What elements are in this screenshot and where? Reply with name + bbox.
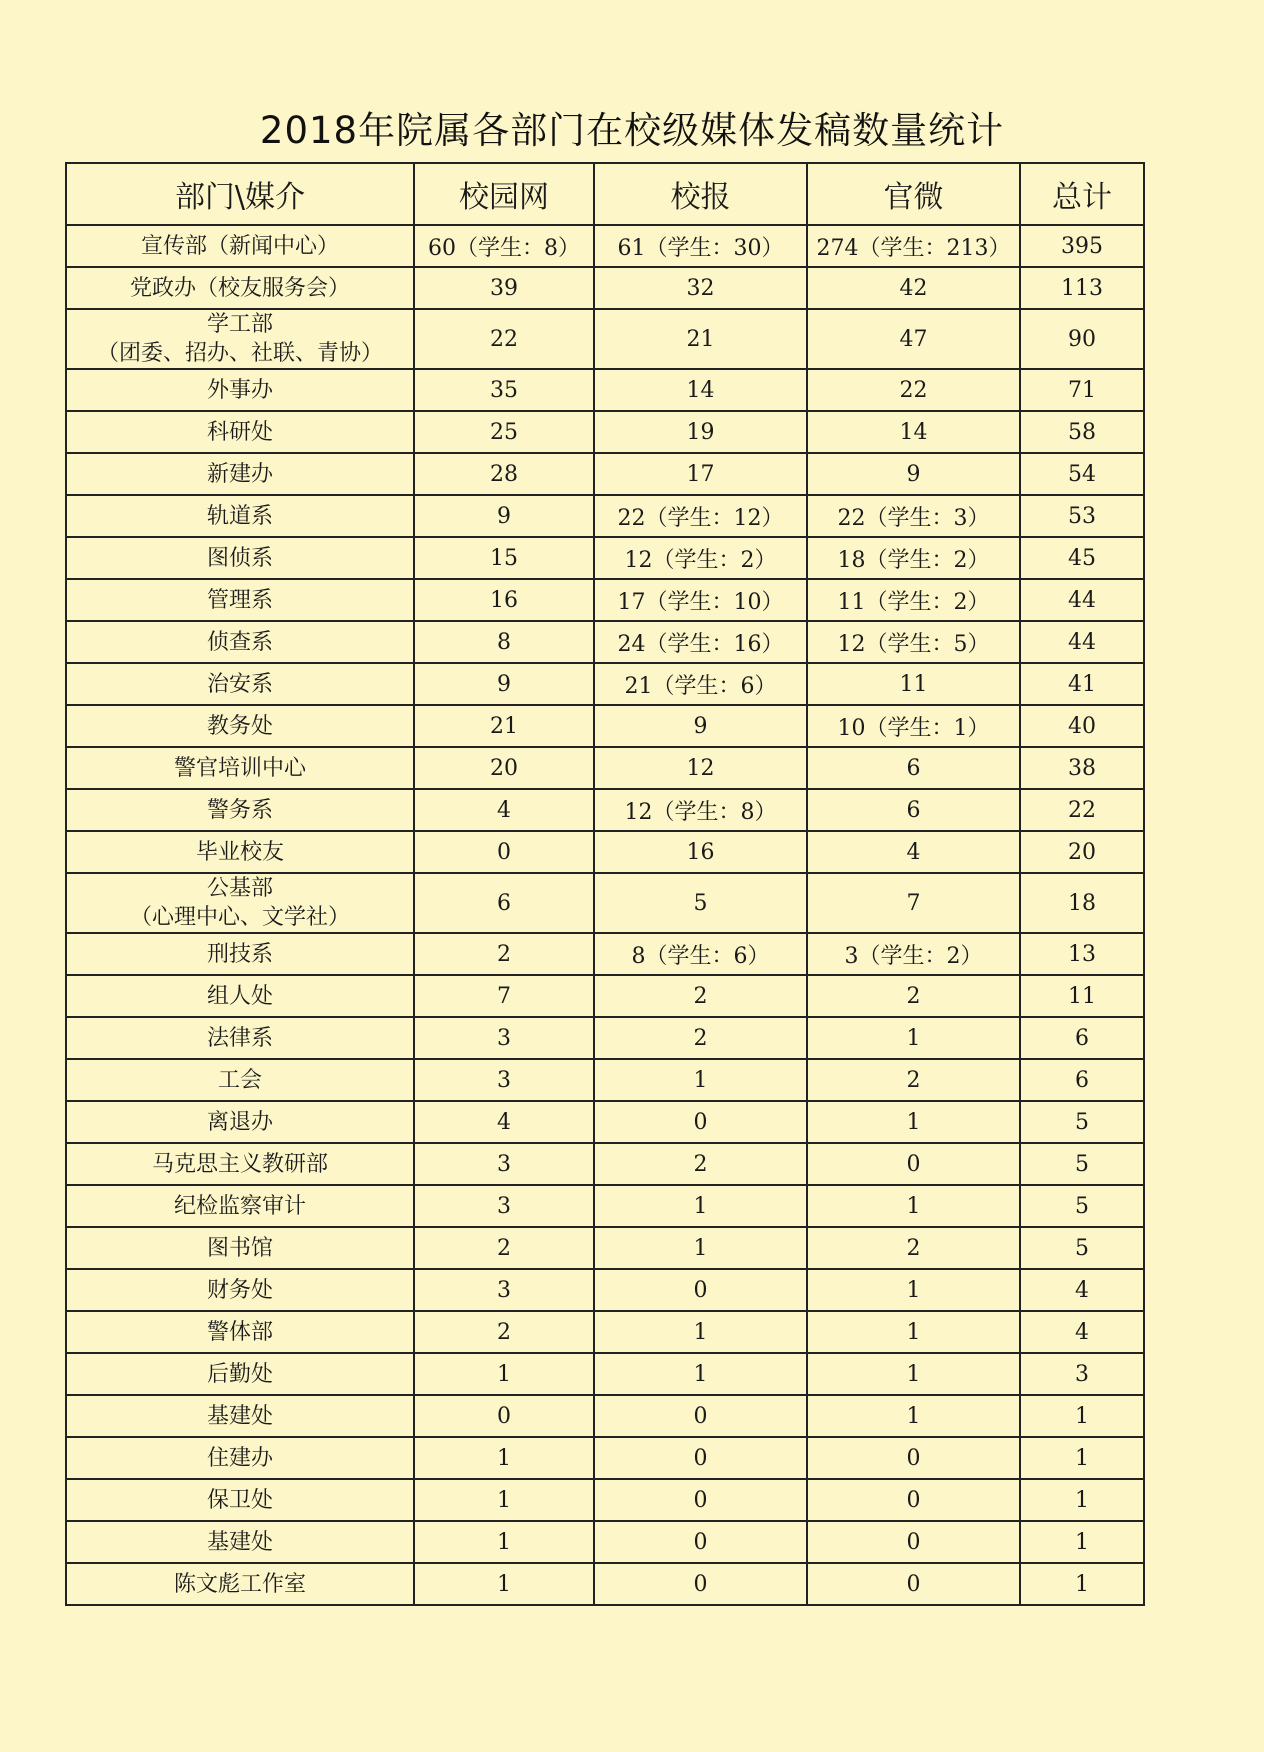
- cell-campus-web: 3: [414, 1269, 594, 1311]
- table-row: [66, 495, 1144, 537]
- cell-campus-web: 9: [414, 495, 594, 537]
- cell-campus-web: 1: [414, 1479, 594, 1521]
- cell-department: [66, 225, 414, 267]
- department-name: 教务处: [206, 713, 273, 739]
- cell-official-wechat: 22: [807, 369, 1020, 411]
- cell-campus-web: 22: [414, 309, 594, 369]
- cell-campus-web: 6: [414, 873, 594, 933]
- cell-school-paper: 1: [594, 1059, 807, 1101]
- cell-department: [66, 873, 414, 933]
- cell-official-wechat: 1: [807, 1353, 1020, 1395]
- cell-campus-web: 8: [414, 621, 594, 663]
- cell-total: 1: [1020, 1437, 1144, 1479]
- department-name: 后勤处: [206, 1361, 273, 1387]
- department-name: 治安系: [206, 671, 273, 697]
- cell-official-wechat: 2: [807, 1227, 1020, 1269]
- cell-department: [66, 1479, 414, 1521]
- cell-department: [66, 369, 414, 411]
- cell-campus-web: 1: [414, 1521, 594, 1563]
- cell-total: 20: [1020, 831, 1144, 873]
- cell-school-paper: 0: [594, 1479, 807, 1521]
- cell-school-paper: 12（学生：2）: [594, 537, 807, 579]
- table-row: [66, 1479, 1144, 1521]
- cell-official-wechat: 0: [807, 1479, 1020, 1521]
- cell-total: 395: [1020, 225, 1144, 267]
- cell-total: 18: [1020, 873, 1144, 933]
- department-name: 警体部: [206, 1319, 273, 1345]
- department-name: 管理系: [206, 587, 273, 613]
- cell-official-wechat: 47: [807, 309, 1020, 369]
- cell-official-wechat: 1: [807, 1017, 1020, 1059]
- cell-total: 38: [1020, 747, 1144, 789]
- table-header-row: [66, 163, 1144, 225]
- table-row: [66, 1227, 1144, 1269]
- cell-total: 5: [1020, 1101, 1144, 1143]
- table-row: [66, 1395, 1144, 1437]
- cell-total: 44: [1020, 621, 1144, 663]
- cell-campus-web: 0: [414, 1395, 594, 1437]
- table-row: [66, 579, 1144, 621]
- table-row: [66, 225, 1144, 267]
- cell-official-wechat: 6: [807, 747, 1020, 789]
- cell-department: [66, 1269, 414, 1311]
- header-campus-web: 校园网: [414, 163, 594, 225]
- cell-total: 13: [1020, 933, 1144, 975]
- table-row: [66, 1563, 1144, 1605]
- header-official-wechat: 官微: [807, 163, 1020, 225]
- table-row: [66, 1059, 1144, 1101]
- cell-school-paper: 12: [594, 747, 807, 789]
- cell-total: 53: [1020, 495, 1144, 537]
- table-row: [66, 831, 1144, 873]
- cell-campus-web: 2: [414, 1311, 594, 1353]
- cell-total: 5: [1020, 1227, 1144, 1269]
- cell-department: [66, 579, 414, 621]
- table-row: [66, 453, 1144, 495]
- table-row: [66, 747, 1144, 789]
- cell-school-paper: 17（学生：10）: [594, 579, 807, 621]
- department-name: 毕业校友: [195, 839, 284, 865]
- department-name: 警务系: [206, 797, 273, 823]
- cell-total: 113: [1020, 267, 1144, 309]
- cell-campus-web: 16: [414, 579, 594, 621]
- table-row: [66, 267, 1144, 309]
- cell-campus-web: 0: [414, 831, 594, 873]
- department-name: 图书馆: [206, 1235, 273, 1261]
- cell-department: [66, 663, 414, 705]
- cell-school-paper: 0: [594, 1437, 807, 1479]
- cell-school-paper: 9: [594, 705, 807, 747]
- cell-school-paper: 0: [594, 1269, 807, 1311]
- table-row: [66, 1521, 1144, 1563]
- cell-campus-web: 3: [414, 1059, 594, 1101]
- cell-school-paper: 16: [594, 831, 807, 873]
- cell-department: [66, 537, 414, 579]
- cell-school-paper: 1: [594, 1311, 807, 1353]
- cell-department: [66, 621, 414, 663]
- department-name: 宣传部（新闻中心）: [140, 233, 339, 259]
- cell-total: 1: [1020, 1479, 1144, 1521]
- cell-campus-web: 35: [414, 369, 594, 411]
- table-row: [66, 1101, 1144, 1143]
- department-name: 工会: [217, 1067, 262, 1093]
- table-row: [66, 1311, 1144, 1353]
- department-name: 图侦系: [206, 545, 273, 571]
- cell-department: [66, 1311, 414, 1353]
- table-row: [66, 975, 1144, 1017]
- cell-school-paper: 2: [594, 975, 807, 1017]
- cell-total: 6: [1020, 1059, 1144, 1101]
- cell-official-wechat: 14: [807, 411, 1020, 453]
- cell-campus-web: 1: [414, 1563, 594, 1605]
- cell-official-wechat: 1: [807, 1395, 1020, 1437]
- department-name: 组人处: [206, 983, 273, 1009]
- department-name: 住建办: [206, 1445, 273, 1471]
- cell-department: [66, 747, 414, 789]
- cell-department: [66, 309, 414, 369]
- department-name: 法律系: [206, 1025, 273, 1051]
- cell-total: 3: [1020, 1353, 1144, 1395]
- cell-school-paper: 1: [594, 1185, 807, 1227]
- cell-campus-web: 3: [414, 1185, 594, 1227]
- cell-campus-web: 3: [414, 1017, 594, 1059]
- cell-total: 90: [1020, 309, 1144, 369]
- table-row: [66, 933, 1144, 975]
- cell-official-wechat: 0: [807, 1143, 1020, 1185]
- table-row: [66, 1437, 1144, 1479]
- department-subunits: （心理中心、文学社）: [129, 905, 350, 930]
- cell-official-wechat: 1: [807, 1269, 1020, 1311]
- cell-department: [66, 831, 414, 873]
- department-name: 陈文彪工作室: [173, 1571, 306, 1597]
- cell-official-wechat: 10（学生：1）: [807, 705, 1020, 747]
- department-name: 新建办: [206, 461, 273, 487]
- table-row: [66, 873, 1144, 933]
- header-total: 总计: [1020, 163, 1144, 225]
- cell-total: 40: [1020, 705, 1144, 747]
- cell-total: 1: [1020, 1395, 1144, 1437]
- cell-school-paper: 0: [594, 1395, 807, 1437]
- cell-campus-web: 2: [414, 1227, 594, 1269]
- cell-campus-web: 28: [414, 453, 594, 495]
- cell-school-paper: 21（学生：6）: [594, 663, 807, 705]
- cell-campus-web: 7: [414, 975, 594, 1017]
- department-name: 保卫处: [206, 1487, 273, 1513]
- cell-school-paper: 1: [594, 1227, 807, 1269]
- cell-campus-web: 21: [414, 705, 594, 747]
- department-name: 离退办: [206, 1109, 273, 1135]
- table-row: [66, 537, 1144, 579]
- cell-school-paper: 32: [594, 267, 807, 309]
- cell-department: [66, 975, 414, 1017]
- cell-official-wechat: 22（学生：3）: [807, 495, 1020, 537]
- cell-official-wechat: 12（学生：5）: [807, 621, 1020, 663]
- table-row: [66, 1269, 1144, 1311]
- cell-school-paper: 17: [594, 453, 807, 495]
- department-name: 科研处: [206, 419, 273, 445]
- cell-school-paper: 22（学生：12）: [594, 495, 807, 537]
- cell-total: 41: [1020, 663, 1144, 705]
- cell-official-wechat: 18（学生：2）: [807, 537, 1020, 579]
- department-name: 基建处: [206, 1403, 273, 1429]
- table-body: [66, 225, 1144, 1605]
- cell-school-paper: 61（学生：30）: [594, 225, 807, 267]
- table-row: [66, 369, 1144, 411]
- cell-official-wechat: 7: [807, 873, 1020, 933]
- cell-official-wechat: 3（学生：2）: [807, 933, 1020, 975]
- department-subunits: （团委、招办、社联、青协）: [96, 341, 383, 366]
- cell-total: 5: [1020, 1185, 1144, 1227]
- table-row: [66, 309, 1144, 369]
- cell-official-wechat: 0: [807, 1521, 1020, 1563]
- table-row: [66, 411, 1144, 453]
- cell-total: 22: [1020, 789, 1144, 831]
- cell-total: 5: [1020, 1143, 1144, 1185]
- department-name: 外事办: [206, 377, 273, 403]
- cell-official-wechat: 11: [807, 663, 1020, 705]
- cell-total: 4: [1020, 1269, 1144, 1311]
- cell-total: 54: [1020, 453, 1144, 495]
- cell-school-paper: 5: [594, 873, 807, 933]
- cell-official-wechat: 6: [807, 789, 1020, 831]
- department-name: 轨道系: [206, 503, 273, 529]
- cell-school-paper: 1: [594, 1353, 807, 1395]
- cell-school-paper: 0: [594, 1101, 807, 1143]
- department-name: 党政办（校友服务会）: [129, 275, 350, 301]
- cell-total: 58: [1020, 411, 1144, 453]
- department-name: 纪检监察审计: [173, 1193, 306, 1219]
- cell-school-paper: 14: [594, 369, 807, 411]
- cell-department: [66, 1101, 414, 1143]
- table-row: [66, 1185, 1144, 1227]
- table-row: [66, 663, 1144, 705]
- cell-campus-web: 4: [414, 789, 594, 831]
- statistics-table: [65, 162, 1145, 1606]
- table-row: [66, 789, 1144, 831]
- department-name: 公基部: [206, 876, 273, 901]
- cell-campus-web: 3: [414, 1143, 594, 1185]
- cell-school-paper: 24（学生：16）: [594, 621, 807, 663]
- cell-total: 45: [1020, 537, 1144, 579]
- cell-department: [66, 1017, 414, 1059]
- cell-school-paper: 8（学生：6）: [594, 933, 807, 975]
- cell-official-wechat: 9: [807, 453, 1020, 495]
- cell-school-paper: 0: [594, 1563, 807, 1605]
- cell-official-wechat: 274（学生：213）: [807, 225, 1020, 267]
- department-name: 基建处: [206, 1529, 273, 1555]
- cell-total: 44: [1020, 579, 1144, 621]
- cell-official-wechat: 1: [807, 1101, 1020, 1143]
- cell-campus-web: 20: [414, 747, 594, 789]
- cell-campus-web: 25: [414, 411, 594, 453]
- cell-department: [66, 1395, 414, 1437]
- cell-school-paper: 2: [594, 1017, 807, 1059]
- cell-official-wechat: 1: [807, 1311, 1020, 1353]
- department-name: 侦查系: [206, 629, 273, 655]
- cell-department: [66, 1059, 414, 1101]
- cell-official-wechat: 0: [807, 1563, 1020, 1605]
- header-dept-media: 部门\媒介: [66, 163, 414, 225]
- cell-department: [66, 1227, 414, 1269]
- cell-total: 6: [1020, 1017, 1144, 1059]
- cell-total: 1: [1020, 1563, 1144, 1605]
- cell-school-paper: 2: [594, 1143, 807, 1185]
- cell-total: 71: [1020, 369, 1144, 411]
- header-school-paper: 校报: [594, 163, 807, 225]
- cell-official-wechat: 0: [807, 1437, 1020, 1479]
- cell-department: [66, 933, 414, 975]
- cell-campus-web: 60（学生：8）: [414, 225, 594, 267]
- cell-official-wechat: 42: [807, 267, 1020, 309]
- table-row: [66, 621, 1144, 663]
- cell-campus-web: 1: [414, 1437, 594, 1479]
- cell-campus-web: 9: [414, 663, 594, 705]
- cell-department: [66, 411, 414, 453]
- page-title: 2018年院属各部门在校级媒体发稿数量统计: [259, 109, 1005, 152]
- department-name: 学工部: [206, 312, 273, 337]
- department-name: 刑技系: [206, 941, 273, 967]
- cell-department: [66, 1437, 414, 1479]
- cell-campus-web: 39: [414, 267, 594, 309]
- cell-department: [66, 1521, 414, 1563]
- cell-campus-web: 1: [414, 1353, 594, 1395]
- cell-campus-web: 4: [414, 1101, 594, 1143]
- cell-campus-web: 2: [414, 933, 594, 975]
- table-row: [66, 1353, 1144, 1395]
- cell-department: [66, 453, 414, 495]
- table-row: [66, 1017, 1144, 1059]
- department-name: 马克思主义教研部: [151, 1151, 328, 1177]
- cell-official-wechat: 1: [807, 1185, 1020, 1227]
- cell-department: [66, 1143, 414, 1185]
- cell-department: [66, 1185, 414, 1227]
- table-row: [66, 1143, 1144, 1185]
- cell-department: [66, 789, 414, 831]
- cell-official-wechat: 2: [807, 1059, 1020, 1101]
- cell-department: [66, 1353, 414, 1395]
- cell-department: [66, 495, 414, 537]
- department-name: 警官培训中心: [173, 755, 306, 781]
- cell-school-paper: 0: [594, 1521, 807, 1563]
- department-name: 财务处: [206, 1277, 273, 1303]
- cell-department: [66, 1563, 414, 1605]
- cell-official-wechat: 11（学生：2）: [807, 579, 1020, 621]
- cell-total: 11: [1020, 975, 1144, 1017]
- cell-school-paper: 19: [594, 411, 807, 453]
- cell-official-wechat: 2: [807, 975, 1020, 1017]
- table-row: [66, 705, 1144, 747]
- cell-total: 4: [1020, 1311, 1144, 1353]
- cell-total: 1: [1020, 1521, 1144, 1563]
- cell-official-wechat: 4: [807, 831, 1020, 873]
- cell-department: [66, 705, 414, 747]
- cell-department: [66, 267, 414, 309]
- cell-school-paper: 12（学生：8）: [594, 789, 807, 831]
- cell-campus-web: 15: [414, 537, 594, 579]
- cell-school-paper: 21: [594, 309, 807, 369]
